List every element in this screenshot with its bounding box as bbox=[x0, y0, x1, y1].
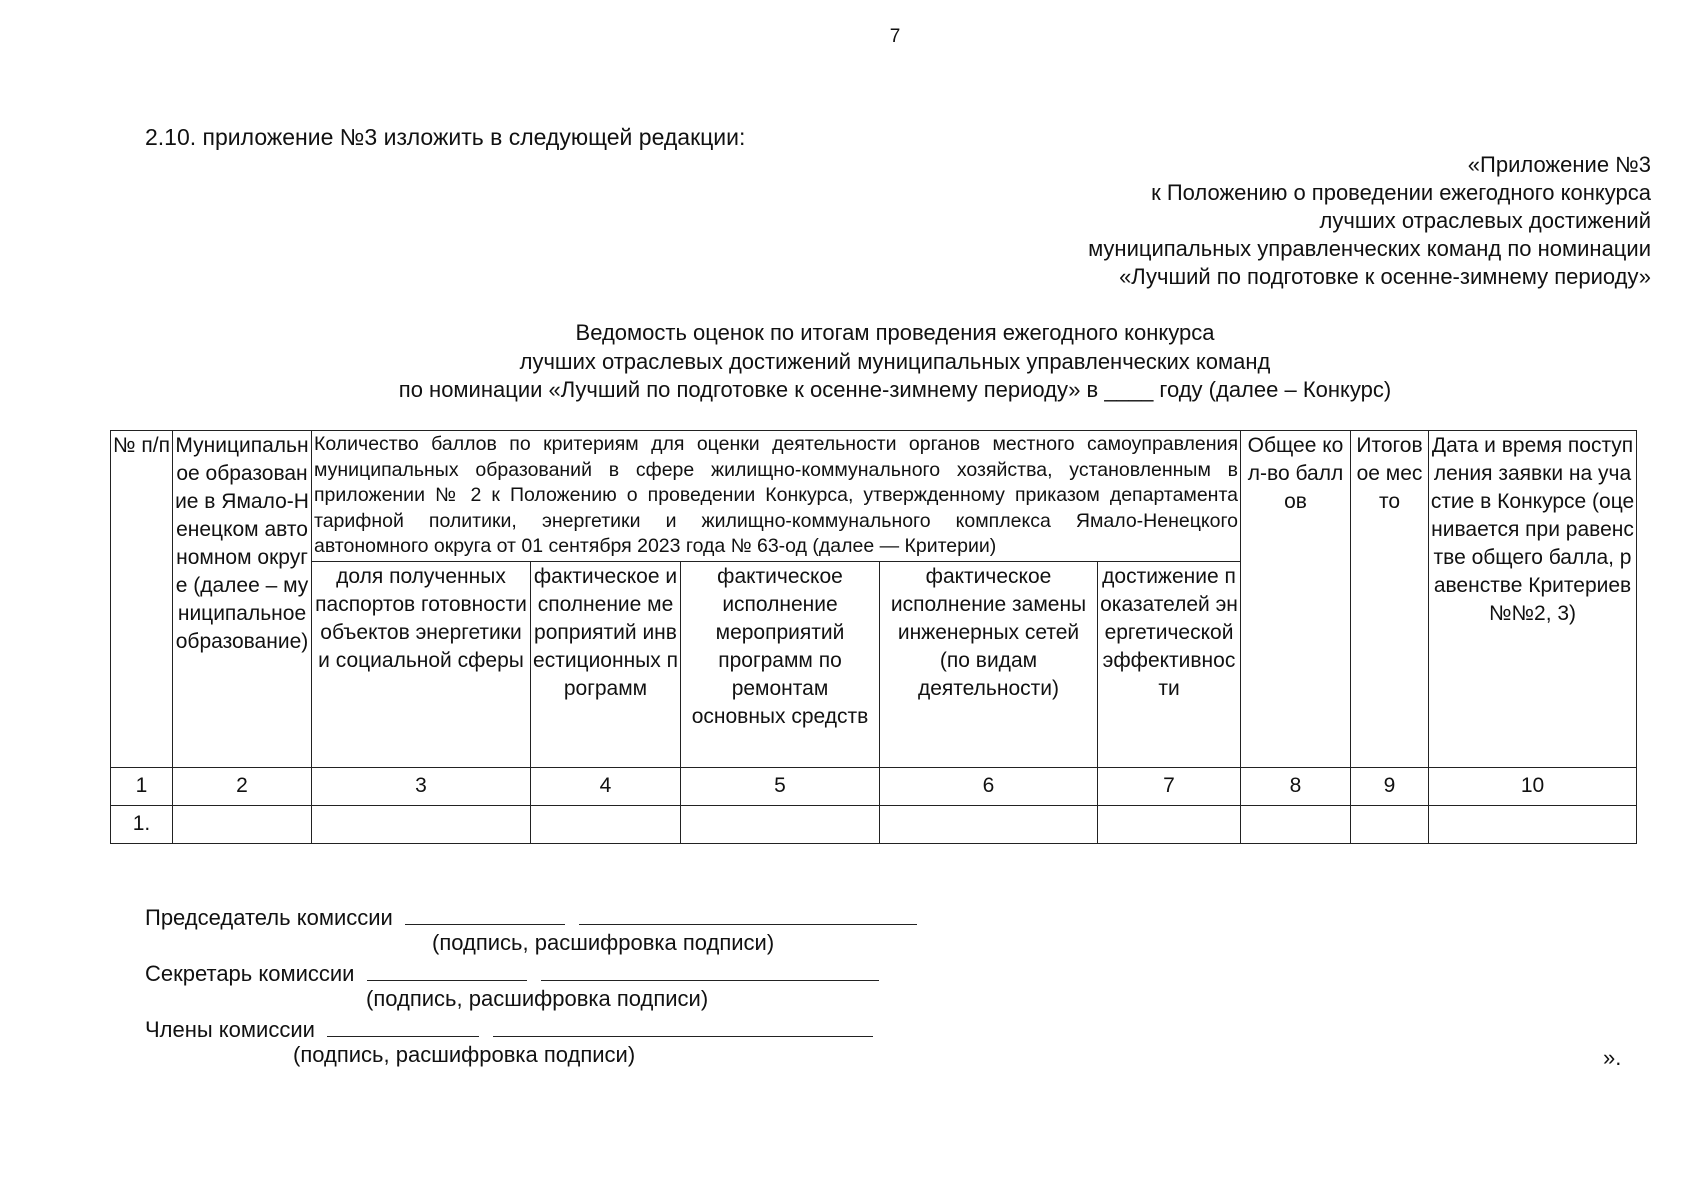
header-network-replacement: фактическое исполнение замены инженерных сетей (по видам деятельности) bbox=[880, 561, 1098, 767]
document-title bbox=[340, 319, 1450, 405]
appendix-line: муниципальных управленческих команд по номинации bbox=[1088, 236, 1651, 261]
header-application-date: Дата и время поступления заявки на участие в Конкурсе (оценивается при равенстве общего балла, равенстве Критериев №№2, 3) bbox=[1429, 431, 1637, 768]
signature-caption: (подпись, расшифровка подписи) bbox=[293, 1042, 636, 1067]
header-energy-efficiency: достижение показателей энергетической эффективности bbox=[1098, 561, 1241, 767]
column-number: 7 bbox=[1098, 767, 1241, 805]
row-number: 1. bbox=[111, 805, 173, 843]
header-investment-programs: фактическое исполнение мероприятий инвестиционных программ bbox=[531, 561, 681, 767]
signature-role: Члены комиссии bbox=[145, 1017, 315, 1042]
appendix-line: «Приложение №3 bbox=[1467, 152, 1651, 177]
table-cell bbox=[1241, 805, 1351, 843]
header-criteria: Количество баллов по критериям для оценки деятельности органов местного самоуправления муниципальных образований в сфере жилищно-коммунального хозяйства, установленным в приложении № 2 к Положению о проведении Конкурса, утвержденному приказом департамента тарифной политики, энергетики и жилищно-коммунального комплекса Ямало-Ненецкого автономного округа от 01 сентября 2023 года № 63-од (далее — Критерии) bbox=[312, 431, 1241, 562]
column-number: 10 bbox=[1429, 767, 1637, 805]
assessment-table bbox=[110, 430, 1637, 844]
table-cell bbox=[173, 805, 312, 843]
page-number: 7 bbox=[889, 26, 901, 47]
column-number: 6 bbox=[880, 767, 1098, 805]
column-number: 1 bbox=[111, 767, 173, 805]
signature-members bbox=[145, 1016, 873, 1043]
table-cell bbox=[880, 805, 1098, 843]
table-row bbox=[111, 805, 1637, 843]
table-cell bbox=[531, 805, 681, 843]
header-number: № п/п bbox=[111, 431, 173, 768]
signature-chairman bbox=[145, 904, 917, 931]
name-line bbox=[579, 904, 917, 925]
intro-paragraph: 2.10. приложение №3 изложить в следующей редакции: bbox=[145, 124, 746, 150]
header-repair-programs: фактическое исполнение мероприятий программ по ремонтам основных средств bbox=[681, 561, 880, 767]
table-cell bbox=[1098, 805, 1241, 843]
signature-secretary bbox=[145, 960, 879, 987]
column-number: 5 bbox=[681, 767, 880, 805]
signature-line bbox=[327, 1016, 479, 1037]
column-number: 9 bbox=[1351, 767, 1429, 805]
appendix-line: к Положению о проведении ежегодного конкурса bbox=[1151, 180, 1651, 205]
signature-role: Председатель комиссии bbox=[145, 905, 393, 930]
name-line bbox=[493, 1016, 873, 1037]
column-number: 3 bbox=[312, 767, 531, 805]
signature-line bbox=[367, 960, 527, 981]
header-passports-share: доля полученных паспортов готовности объектов энергетики и социальной сферы bbox=[312, 561, 531, 767]
column-number: 8 bbox=[1241, 767, 1351, 805]
closing-quote: ». bbox=[1603, 1045, 1622, 1070]
table-cell bbox=[1429, 805, 1637, 843]
appendix-header bbox=[1088, 151, 1651, 291]
column-number: 4 bbox=[531, 767, 681, 805]
table-cell bbox=[312, 805, 531, 843]
appendix-line: лучших отраслевых достижений bbox=[1319, 208, 1651, 233]
appendix-line: «Лучший по подготовке к осенне-зимнему периоду» bbox=[1119, 264, 1651, 289]
header-total-score: Общее кол-во баллов bbox=[1241, 431, 1351, 768]
table-cell bbox=[1351, 805, 1429, 843]
column-number: 2 bbox=[173, 767, 312, 805]
header-final-place: Итоговое место bbox=[1351, 431, 1429, 768]
title-line: по номинации «Лучший по подготовке к осенне-зимнему периоду» в ____ году (далее – Конкурс) bbox=[398, 377, 1392, 402]
signature-role: Секретарь комиссии bbox=[145, 961, 355, 986]
name-line bbox=[541, 960, 879, 981]
title-line: Ведомость оценок по итогам проведения ежегодного конкурса bbox=[575, 320, 1215, 345]
header-municipality: Муниципальное образование в Ямало-Ненецком автономном округе (далее – муниципальное образование) bbox=[173, 431, 312, 768]
title-line: лучших отраслевых достижений муниципальных управленческих команд bbox=[519, 348, 1271, 374]
signature-caption: (подпись, расшифровка подписи) bbox=[432, 930, 775, 955]
signature-line bbox=[405, 904, 565, 925]
table-cell bbox=[681, 805, 880, 843]
signature-caption: (подпись, расшифровка подписи) bbox=[366, 986, 709, 1011]
